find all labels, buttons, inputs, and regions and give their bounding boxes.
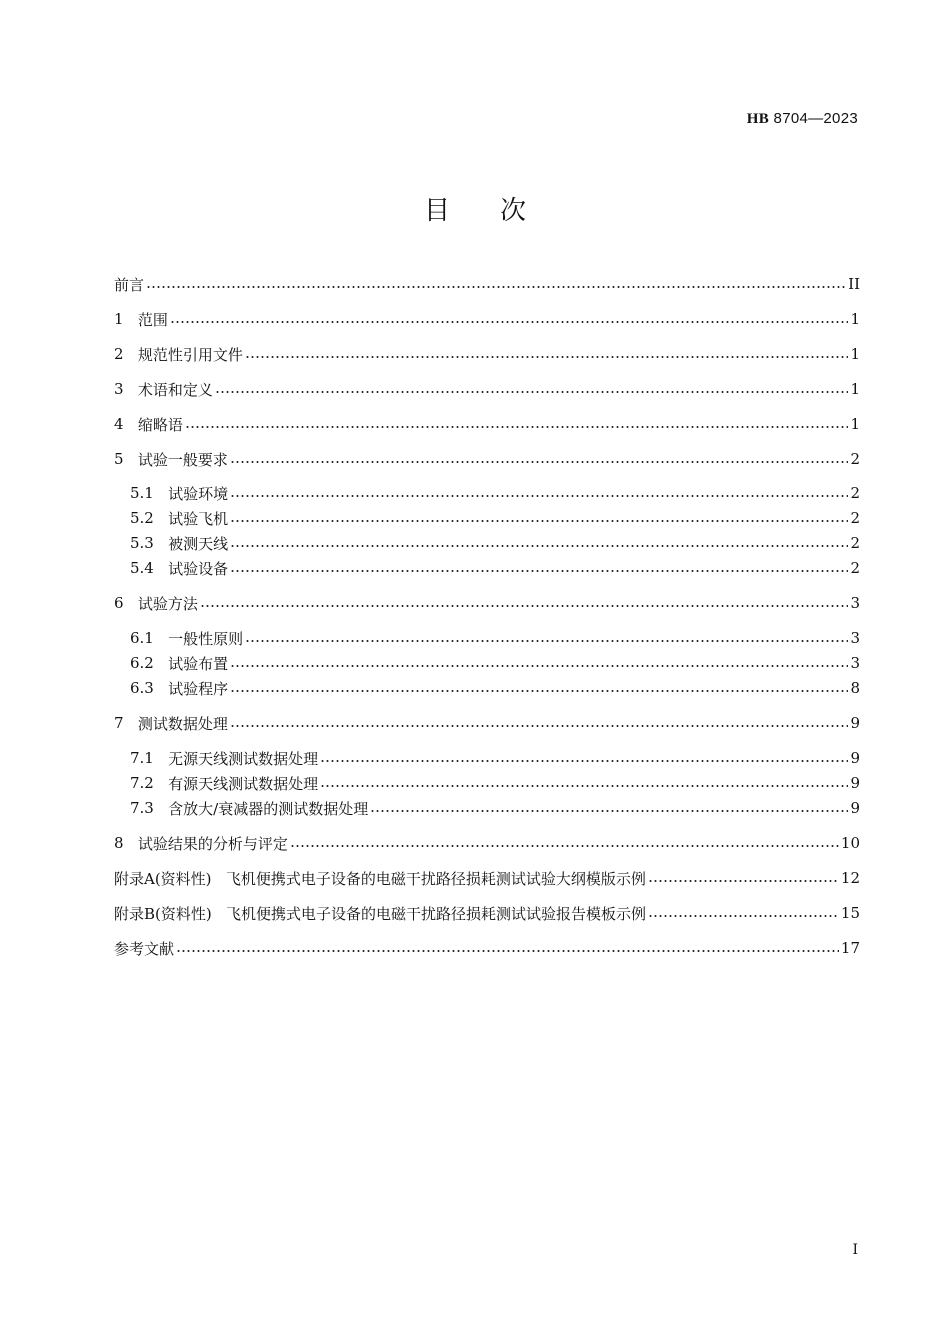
toc-entry[interactable] — [130, 796, 860, 820]
toc-entry-page: 2 — [850, 559, 860, 577]
footer-page-number: I — [852, 1242, 858, 1258]
toc-entry-label: 试验方法 — [137, 594, 198, 613]
toc-entry[interactable] — [130, 771, 860, 795]
toc-entry-page: 1 — [850, 310, 860, 328]
toc-dot-leader — [185, 426, 849, 428]
toc-dot-leader — [230, 570, 848, 572]
toc-entry-number: 5.2 — [130, 509, 169, 527]
standard-code-number: 8704—2023 — [773, 110, 858, 127]
toc-entry-label: 试验一般要求 — [137, 450, 228, 469]
toc-entry-label: 术语和定义 — [137, 380, 213, 399]
toc-entry-page: 9 — [850, 749, 860, 767]
toc-entry[interactable] — [130, 746, 860, 770]
toc-entry-page: 9 — [850, 714, 860, 732]
toc-dot-leader — [230, 690, 848, 692]
toc-dot-leader — [230, 520, 848, 522]
toc-entry[interactable] — [114, 412, 860, 436]
toc-dot-leader — [290, 845, 839, 847]
toc-entry-label: 飞机便携式电子设备的电磁干扰路径损耗测试试验大纲模版示例 — [225, 869, 646, 888]
toc-entry-page: 9 — [850, 799, 860, 817]
toc-entry-number: 7.2 — [130, 774, 169, 792]
toc-entry[interactable] — [130, 556, 860, 580]
toc-entry[interactable] — [114, 831, 860, 855]
toc-entry-number: 4 — [114, 415, 138, 433]
toc-dot-leader — [170, 321, 849, 323]
toc-entry-label: 被测天线 — [168, 534, 229, 553]
toc-entry-number: 7 — [114, 714, 138, 732]
toc-entry-label: 无源天线测试数据处理 — [168, 749, 319, 768]
toc-dot-leader — [215, 391, 849, 393]
toc-entry-label: 试验设备 — [168, 559, 229, 578]
toc-entry[interactable] — [130, 531, 860, 555]
toc-dot-leader — [176, 950, 839, 952]
toc-entry-label: 规范性引用文件 — [137, 345, 243, 364]
toc-entry-page: 1 — [850, 345, 860, 363]
toc-dot-leader — [146, 286, 846, 288]
toc-entry-label: 试验结果的分析与评定 — [137, 834, 288, 853]
toc-entry[interactable] — [114, 866, 860, 890]
toc-entry-page: 15 — [840, 904, 860, 922]
toc-entry[interactable] — [114, 936, 860, 960]
toc-entry-label: 飞机便携式电子设备的电磁干扰路径损耗测试试验报告模板示例 — [226, 904, 647, 923]
toc-entry-page: 8 — [850, 679, 860, 697]
toc-entry-number: 6.3 — [130, 679, 169, 697]
toc-entry-page: 2 — [850, 484, 860, 502]
toc-entry-number: 附录A(资料性) — [114, 869, 226, 888]
toc-entry-number: 附录B(资料性) — [114, 904, 227, 923]
toc-entry[interactable] — [114, 447, 860, 471]
toc-entry[interactable] — [114, 377, 860, 401]
toc-entry-page: 1 — [850, 380, 860, 398]
toc-entry-label: 试验飞机 — [168, 509, 229, 528]
toc-entry-page: 10 — [840, 834, 860, 852]
toc-dot-leader — [648, 880, 839, 882]
toc-entry-label: 前言 — [114, 275, 145, 294]
toc-entry[interactable] — [130, 506, 860, 530]
toc-entry[interactable] — [130, 626, 860, 650]
toc-entry[interactable] — [114, 591, 860, 615]
toc-entry[interactable] — [114, 272, 860, 296]
toc-entry-label: 试验环境 — [168, 484, 229, 503]
toc-entry-number: 6 — [114, 594, 138, 612]
toc-entry-label: 一般性原则 — [168, 629, 244, 648]
toc-entry-number: 8 — [114, 834, 138, 852]
toc-dot-leader — [245, 640, 848, 642]
toc-entry-label: 范围 — [137, 310, 168, 329]
toc-entry[interactable] — [114, 901, 860, 925]
toc-entry-number: 6.2 — [130, 654, 169, 672]
toc-entry-page: 2 — [850, 509, 860, 527]
toc-dot-leader — [245, 356, 849, 358]
toc-entry[interactable] — [130, 481, 860, 505]
toc-entry-label: 有源天线测试数据处理 — [168, 774, 319, 793]
standard-code-prefix: HB — [746, 111, 770, 127]
toc-dot-leader — [200, 605, 849, 607]
toc-entry-number: 5.4 — [130, 559, 169, 577]
toc-entry-page: 3 — [850, 629, 860, 647]
toc-dot-leader — [320, 785, 848, 787]
toc-entry-page: II — [848, 275, 860, 293]
toc-dot-leader — [230, 665, 848, 667]
toc-entry-page: 9 — [850, 774, 860, 792]
toc-title: 目次 — [423, 196, 576, 226]
toc-entry-number: 1 — [114, 310, 138, 328]
toc-dot-leader — [320, 760, 848, 762]
toc-entry-label: 参考文献 — [114, 939, 175, 958]
toc-entry-number: 7.3 — [130, 799, 169, 817]
toc-dot-leader — [230, 461, 849, 463]
toc-entry-label: 试验布置 — [168, 654, 229, 673]
toc-entry[interactable] — [130, 651, 860, 675]
toc-entry[interactable] — [114, 711, 860, 735]
toc-entry[interactable] — [114, 342, 860, 366]
toc-entry-page: 3 — [850, 654, 860, 672]
toc-entry-page: 2 — [850, 534, 860, 552]
toc-dot-leader — [230, 495, 848, 497]
toc-entry-number: 5.1 — [130, 484, 169, 502]
toc-entry-page: 3 — [850, 594, 860, 612]
toc-entry-number: 7.1 — [130, 749, 169, 767]
toc-entry-page: 2 — [850, 450, 860, 468]
toc-entry-number: 2 — [114, 345, 138, 363]
toc-entry[interactable] — [114, 307, 860, 331]
toc-entry-page: 1 — [850, 415, 860, 433]
toc-entry-number: 3 — [114, 380, 138, 398]
toc-entry-label: 含放大/衰减器的测试数据处理 — [168, 799, 369, 818]
toc-entry-number: 6.1 — [130, 629, 169, 647]
toc-entry-page: 12 — [840, 869, 860, 887]
toc-dot-leader — [230, 545, 848, 547]
toc-entry-label: 缩略语 — [137, 415, 183, 434]
toc-entry-number: 5.3 — [130, 534, 169, 552]
toc-entry[interactable] — [130, 676, 860, 700]
toc-dot-leader — [370, 810, 848, 812]
toc-entry-label: 测试数据处理 — [137, 714, 228, 733]
toc-entry-number: 5 — [114, 450, 138, 468]
toc-dot-leader — [230, 725, 849, 727]
toc-dot-leader — [648, 915, 839, 917]
toc-entry-page: 17 — [840, 939, 860, 957]
toc-entry-label: 试验程序 — [168, 679, 229, 698]
